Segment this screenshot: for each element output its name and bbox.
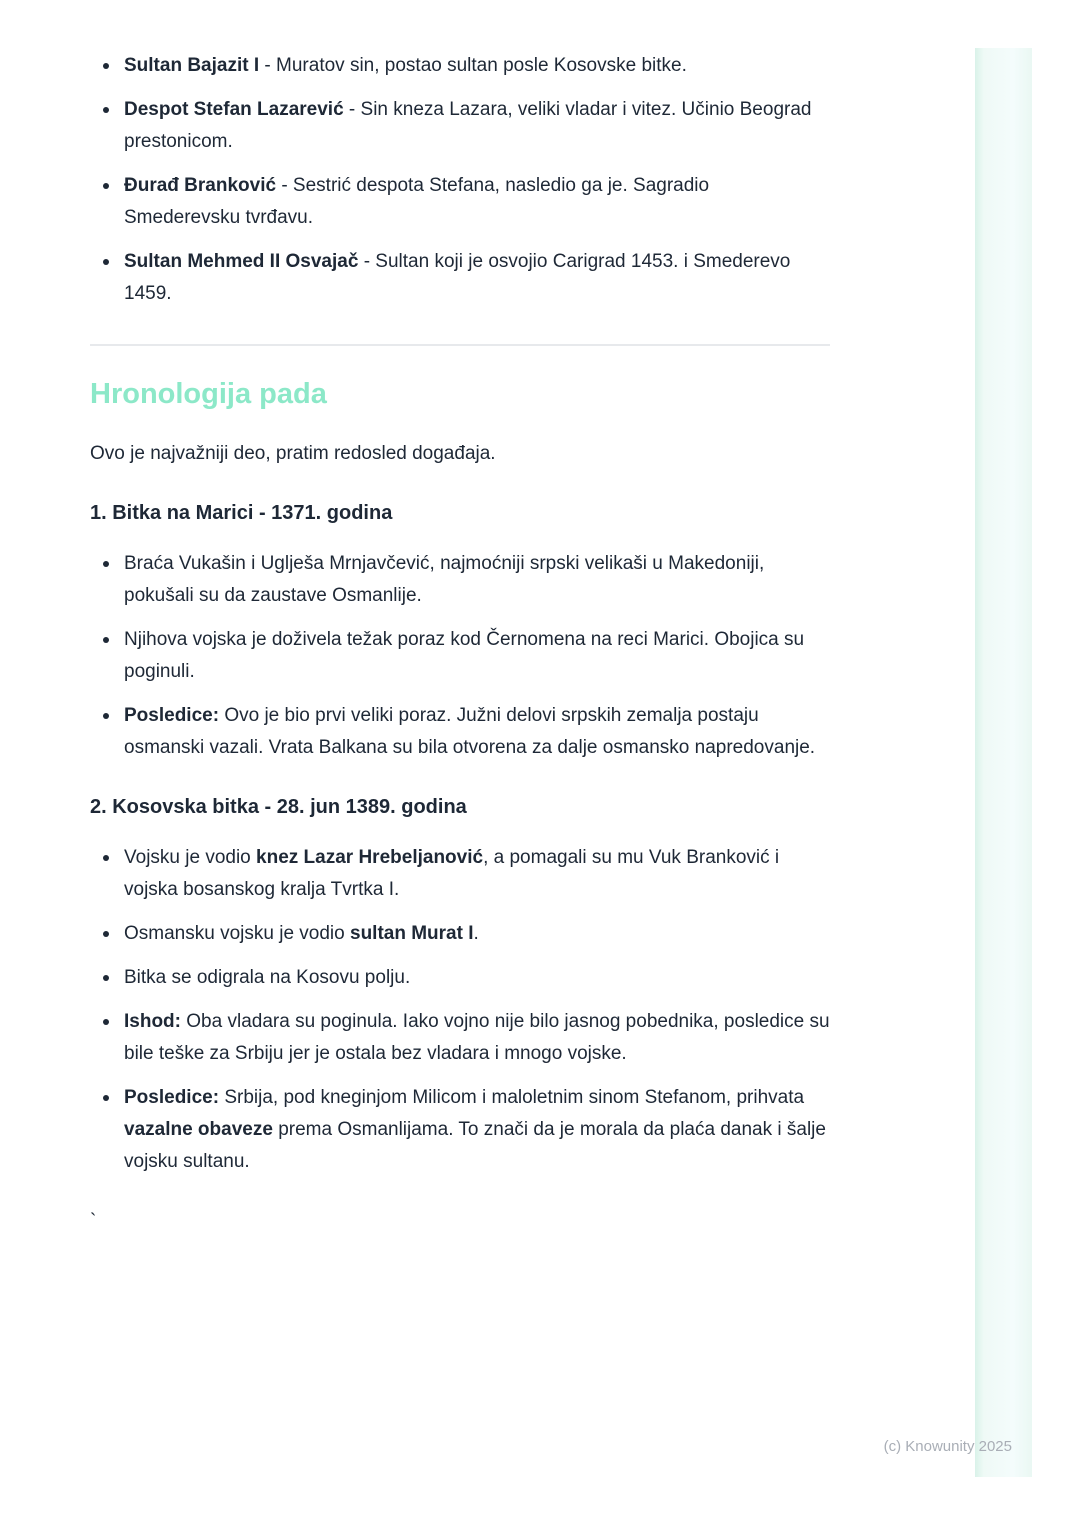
battle2-heading: 2. Kosovska bitka - 28. jun 1389. godina (90, 796, 467, 818)
ruler-name: Sultan Bajazit I (124, 55, 260, 76)
item-bold: sultan Murat I (350, 923, 474, 944)
list-item (124, 700, 830, 764)
list-item (124, 170, 830, 234)
item-text: Srbija, pod kneginjom Milicom i maloletnim sinom Stefanom, prihvata (219, 1087, 805, 1108)
ruler-desc: - Sin kneza Lazara, veliki vladar i vitez. Učinio Beograd prestonicom. (124, 99, 812, 152)
item-text: Bitka se odigrala na Kosovu polju. (124, 967, 411, 988)
item-text: Osmansku vojsku je vodio (124, 923, 350, 944)
battle2-list (90, 842, 830, 1178)
list-item (124, 50, 830, 82)
item-text: Njihova vojska je doživela težak poraz kod Černomena na reci Marici. Obojica su poginuli. (124, 629, 805, 682)
ruler-desc: - Sultan koji je osvojio Carigrad 1453. i Smederevo 1459. (124, 251, 791, 304)
list-item (124, 1006, 830, 1070)
list-item (124, 842, 830, 906)
section-divider (90, 344, 830, 346)
battle1-heading: 1. Bitka na Marici - 1371. godina (90, 502, 393, 524)
item-text: Braća Vukašin i Uglješa Mrnjavčević, najmoćniji srpski velikaši u Makedoniji, pokušali su da zaustave Osmanlije. (124, 553, 765, 606)
ruler-desc: - Muratov sin, postao sultan posle Kosovske bitke. (259, 55, 687, 76)
copyright-watermark: (c) Knowunity 2025 (883, 1438, 1012, 1455)
item-label: Posledice: (124, 1087, 220, 1108)
ruler-desc: - Sestrić despota Stefana, nasledio ga je. Sagradio Smederevsku tvrđavu. (124, 175, 710, 228)
ruler-name: Sultan Mehmed II Osvajač (124, 251, 359, 272)
list-item (124, 94, 830, 158)
item-text: Ovo je bio prvi veliki poraz. Južni delovi srpskih zemalja postaju osmanski vazali. Vrata Balkana su bila otvorena za dalje osmansko napredovanje. (124, 705, 816, 758)
list-item (124, 962, 830, 994)
stray-backtick: ` (90, 1211, 97, 1232)
section-intro: Ovo je najvažniji deo, pratim redosled događaja. (90, 443, 496, 464)
item-label: Ishod: (124, 1011, 181, 1032)
item-text: , a pomagali su mu Vuk Branković i vojska bosanskog kralja Tvrtka I. (124, 847, 780, 900)
document-content (90, 0, 830, 1238)
item-text: . (473, 923, 479, 944)
decorative-side-strip (975, 48, 1032, 1477)
item-bold: knez Lazar Hrebeljanović (256, 847, 484, 868)
item-label: Posledice: (124, 705, 220, 726)
item-text: Vojsku je vodio (124, 847, 257, 868)
list-item (124, 918, 830, 950)
list-item (124, 1082, 830, 1178)
item-text: prema Osmanlijama. To znači da je morala da plaća danak i šalje vojsku sultanu. (124, 1119, 826, 1172)
list-item (124, 548, 830, 612)
rulers-list (90, 50, 830, 310)
item-bold: vazalne obaveze (124, 1119, 273, 1140)
battle1-list (90, 548, 830, 764)
item-text: Oba vladara su poginula. Iako vojno nije bilo jasnog pobednika, posledice su bile teške za Srbiju jer je ostala bez vladara i mnogo vojske. (124, 1011, 830, 1064)
ruler-name: Despot Stefan Lazarević (124, 99, 344, 120)
ruler-name: Đurađ Branković (124, 175, 277, 196)
list-item (124, 624, 830, 688)
section-title: Hronologija pada (90, 378, 327, 410)
list-item (124, 246, 830, 310)
